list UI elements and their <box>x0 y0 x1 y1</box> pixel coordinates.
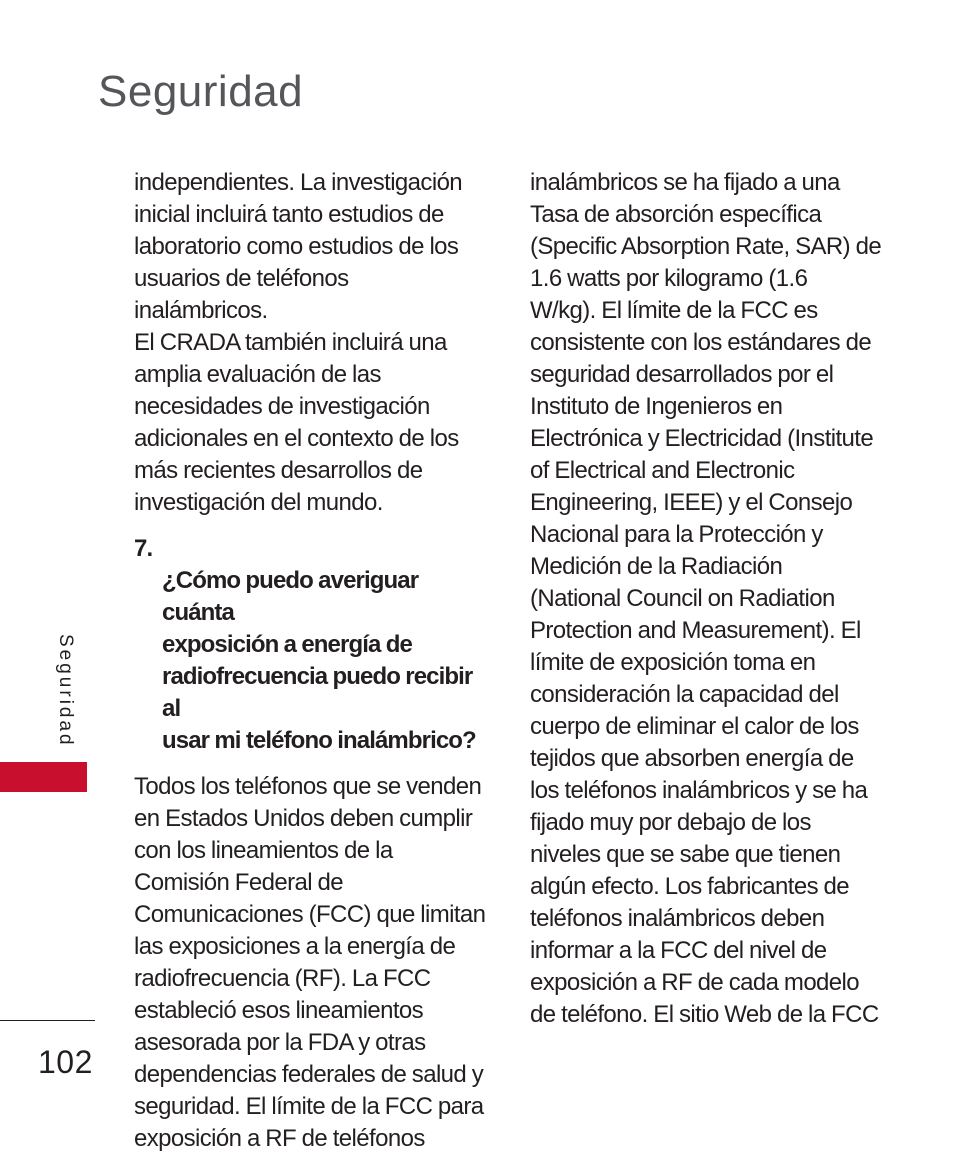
footer-divider <box>0 1020 95 1021</box>
question-number: 7. <box>134 535 153 562</box>
page-title: Seguridad <box>98 67 304 116</box>
left-column <box>134 167 486 1155</box>
right-paragraph: inalámbricos se ha fijado a una Tasa de absorción específica (Specific Absorption Rate, SAR) de 1.6 watts por kilogramo (1.6 W/kg). El límite de la FCC es consistente con los estándares de seguridad desarrollados por el Instituto de Ingenieros en Electrónica y Electricidad (Institute of Electrical and Electronic Engineering, IEEE) y el Consejo Nacional para la Protección y Medición de la Radiación (National Council on Radiation Protection and Measurement). El límite de exposición toma en consideración la capacidad del cuerpo de eliminar el calor de los tejidos que absorben energía de los teléfonos inalámbricos y se ha fijado muy por debajo de los niveles que se sabe que tienen algún efecto. Los fabricantes de teléfonos inalámbricos deben informar a la FCC del nivel de exposición a RF de cada modelo de teléfono. El sitio Web de la FCC <box>530 169 882 1028</box>
question-item <box>134 533 486 757</box>
page-number: 102 <box>38 1044 93 1080</box>
section-tab-marker <box>0 762 87 792</box>
right-column <box>530 167 890 1031</box>
question-text: ¿Cómo puedo averiguar cuánta exposición a energía de radiofrecuencia puedo recibir al usar mi teléfono inalámbrico? <box>162 567 476 754</box>
section-side-label <box>48 634 82 764</box>
left-paragraph-answer: Todos los teléfonos que se venden en Estados Unidos deben cumplir con los lineamientos de la Comisión Federal de Comunicaciones (FCC) que limitan las exposiciones a la energía de radiofrecuencia (RF). La FCC estableció esos lineamientos asesorada por la FDA y otras dependencias federales de salud y seguridad. El límite de la FCC para exposición a RF de teléfonos <box>134 773 486 1152</box>
left-paragraph-intro: independientes. La investigación inicial incluirá tanto estudios de laboratorio como estudios de los usuarios de teléfonos inalámbricos. El CRADA también incluirá una amplia evaluación de las necesidades de investigación adicionales en el contexto de los más recientes desarrollos de investigación del mundo. <box>134 169 463 516</box>
section-side-label-text: Seguridad <box>55 634 76 748</box>
